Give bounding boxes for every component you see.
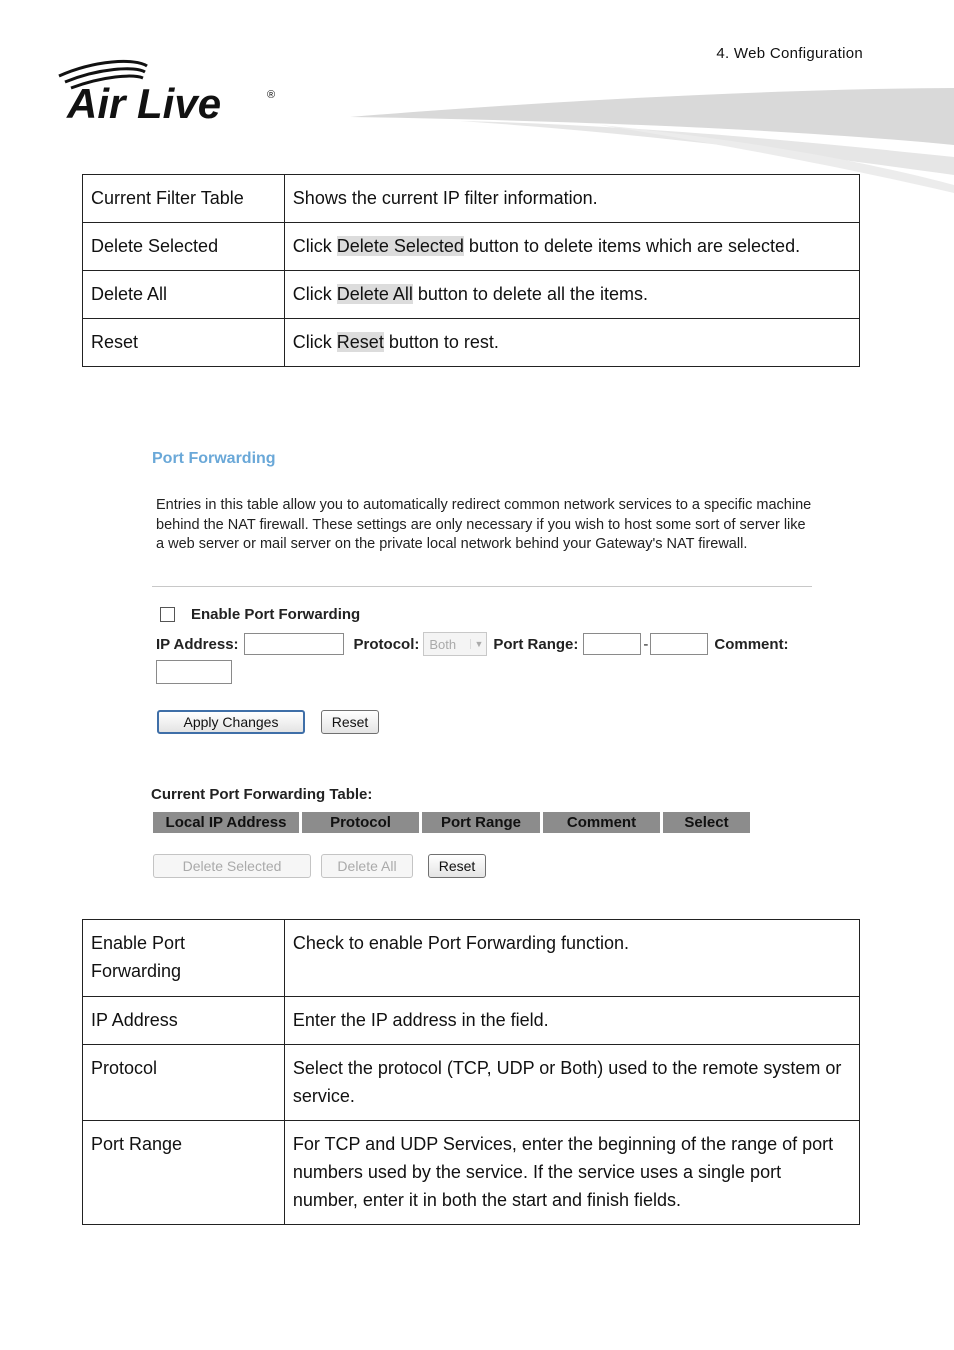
term-cell: Delete Selected [83,223,285,271]
table-row [83,997,860,1045]
port-forwarding-screenshot [140,440,820,890]
protocol-select[interactable] [423,632,487,656]
term-cell: Port Range [83,1121,285,1225]
port-range-dash: - [643,635,649,653]
table-row [83,319,860,367]
desc-cell: Enter the IP address in the field. [284,997,859,1045]
port-range-label: Port Range: [493,635,579,653]
ip-address-input[interactable] [244,633,344,655]
comment-label: Comment: [714,635,789,653]
page-title: Port Forwarding [152,450,276,467]
term-cell: Delete All [83,271,285,319]
delete-selected-button[interactable]: Delete Selected [153,854,311,878]
airlive-logo [55,58,285,128]
table-row [83,223,860,271]
table-row [83,271,860,319]
desc-cell: Click Reset button to rest. [284,319,859,367]
table-row [83,175,860,223]
logo-text: Air Live [67,80,222,127]
column-header: Protocol [302,812,419,833]
term-cell: Reset [83,319,285,367]
apply-changes-button[interactable]: Apply Changes [157,710,305,734]
port-range-end-input[interactable] [650,633,708,655]
filter-description-table [82,174,860,367]
current-table-header [153,812,753,833]
desc-cell: For TCP and UDP Services, enter the beginning of the range of port numbers used by the service. If the service uses a single port number, enter it in both the start and finish fields. [284,1121,859,1225]
column-header: Port Range [422,812,540,833]
desc-cell: Check to enable Port Forwarding function. [284,920,859,997]
registered-mark: ® [267,89,276,101]
ip-address-label: IP Address: [156,635,239,653]
table-row [83,1121,860,1225]
column-header: Comment [543,812,660,833]
term-cell: IP Address [83,997,285,1045]
term-cell: Enable Port Forwarding [83,920,285,997]
enable-port-forwarding-label: Enable Port Forwarding [191,606,361,623]
desc-cell: Click Delete Selected button to delete items which are selected. [284,223,859,271]
divider [152,586,812,587]
section-header: 4. Web Configuration [716,45,863,62]
chevron-down-icon: ▼ [470,639,483,649]
protocol-selected-value: Both [429,636,457,652]
protocol-label: Protocol: [353,635,420,653]
table-row [83,920,860,997]
desc-cell: Click Delete All button to delete all the items. [284,271,859,319]
column-header: Local IP Address [153,812,299,833]
term-cell: Current Filter Table [83,175,285,223]
page-description: Entries in this table allow you to automatically redirect common network services to a specific machine behind the NAT firewall. These settings are only necessary if you wish to host some sort of server like a web server or mail server on the private local network behind your Gateway's NAT firewall. [156,497,812,552]
table-row [83,1045,860,1121]
enable-port-forwarding-checkbox[interactable] [160,607,175,622]
term-cell: Protocol [83,1045,285,1121]
delete-all-button[interactable]: Delete All [321,854,413,878]
desc-cell: Shows the current IP filter information. [284,175,859,223]
reset-button[interactable]: Reset [321,710,379,734]
current-table-title: Current Port Forwarding Table: [151,786,373,803]
desc-cell: Select the protocol (TCP, UDP or Both) used to the remote system or service. [284,1045,859,1121]
port-range-start-input[interactable] [583,633,641,655]
rule-input-row [156,632,789,656]
port-forwarding-description-table [82,919,860,1225]
enable-row [160,606,360,623]
column-header: Select [663,812,750,833]
comment-input[interactable] [156,660,232,684]
reset-table-button[interactable]: Reset [428,854,486,878]
